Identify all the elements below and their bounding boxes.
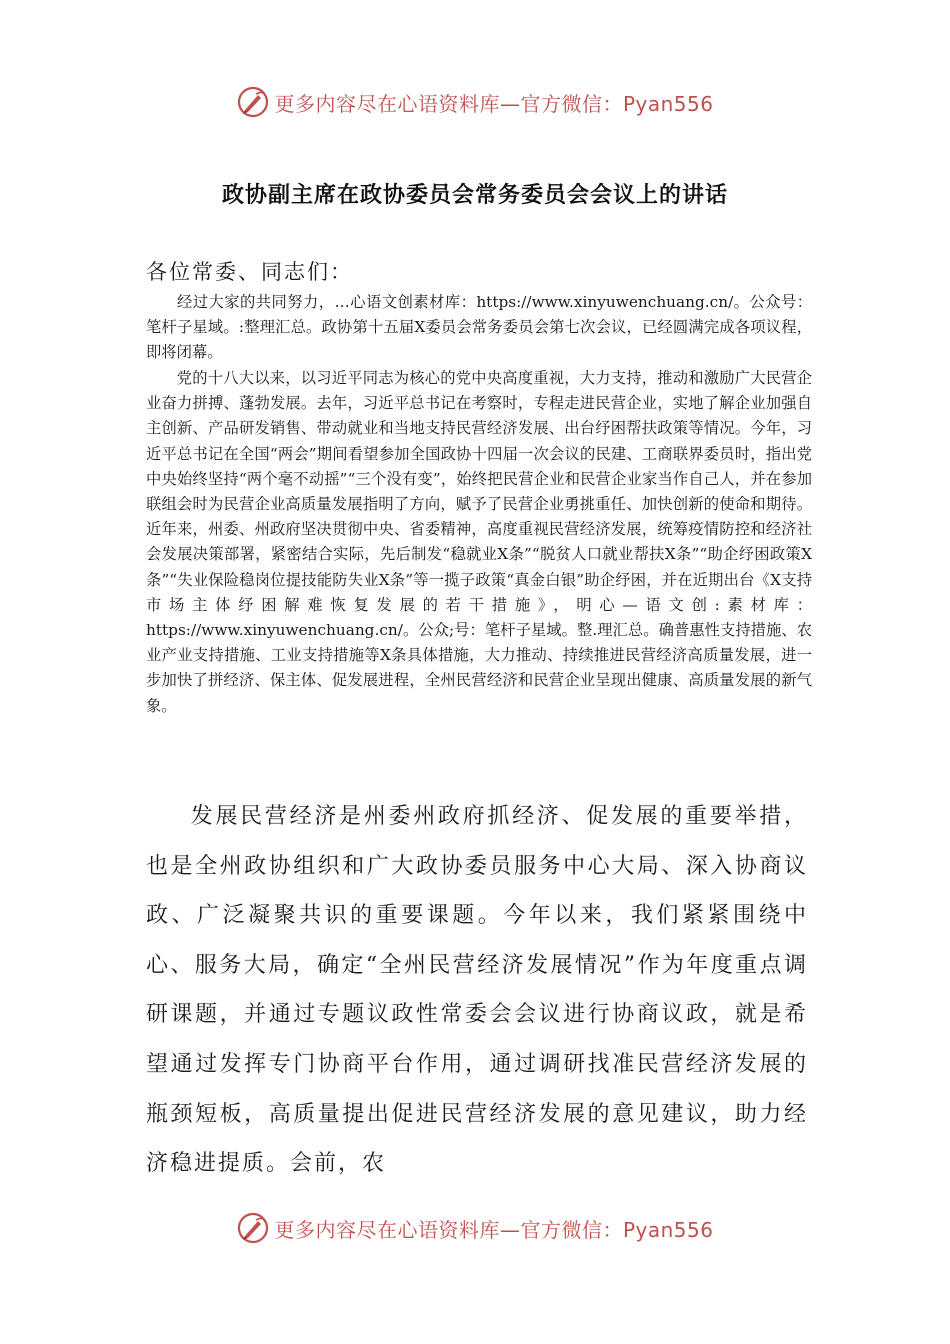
- header-banner: [0, 82, 950, 122]
- paragraph-1-text: 经过大家的共同努力，…心语文创素材库：https://www.xinyuwenchuang.cn/。公众号：笔杆子星域。:整理汇总。政协第十五届X委员会常务委员会第七次会议，已经圆满完成各项议程，即将闭幕。: [146, 293, 812, 362]
- pen-logo-icon: [236, 85, 270, 119]
- page-title: 政协副主席在政协委员会常务委员会会议上的讲话: [221, 182, 728, 208]
- footer-banner-text: 更多内容尽在心语资料库—官方微信：Pyan556: [274, 1217, 714, 1242]
- paragraph-1: [146, 290, 812, 366]
- paragraph-3-text: 发展民营经济是州委州政府抓经济、促发展的重要举措，也是全州政协组织和广大政协委员服务中心大局、深入协商议政、广泛凝聚共识的重要课题。今年以来，我们紧紧围绕中心、服务大局，确定“全州民营经济发展情况”作为年度重点调研课题，并通过专题议政性常委会会议进行协商议政，就是希望通过发挥专门协商平台作用，通过调研找准民营经济发展的瓶颈短板，高质量提出促进民营经济发展的意见建议，助力经济稳进提质。会前，农: [146, 804, 808, 1177]
- footer-banner: [0, 1208, 950, 1248]
- paragraph-2: [146, 366, 812, 719]
- paragraph-3: [146, 792, 808, 1189]
- pen-logo-icon: [236, 1211, 270, 1245]
- salutation: 各位常委、同志们：: [146, 260, 353, 284]
- header-banner-text: 更多内容尽在心语资料库—官方微信：Pyan556: [274, 91, 714, 116]
- paragraph-2-text: 党的十八大以来，以习近平同志为核心的党中央高度重视，大力支持，推动和激励广大民营企业奋力拼搏、蓬勃发展。去年，习近平总书记在考察时，专程走进民营企业，实地了解企业加强自主创新、产品研发销售、带动就业和当地支持民营经济发展、出台纾困帮扶政策等情况。今年，习近平总书记在全国“两会”期间看望参加全国政协十四届一次会议的民建、工商联界委员时，指出党中央始终坚持“两个毫不动摇”“三个没有变”，始终把民营企业和民营企业家当作自己人，并在参加联组会时为民营企业高质量发展指明了方向，赋予了民营企业勇挑重任、加快创新的使命和期待。近年来，州委、州政府坚决贯彻中央、省委精神，高度重视民营经济发展，统筹疫情防控和经济社会发展决策部署，紧密结合实际，先后制发“稳就业X条”“脱贫人口就业帮扶X条”“助企纾困政策X条”“失业保险稳岗位提技能防失业X条”等一揽子政策“真金白银”助企纾困，并在近期出台《X支持市场主体纾困解难恢复发展的若干措施》，明心—语文创:素材库：https://www.xinyuwenchuang.cn/。公众;号：笔杆子星域。整.理汇总。确普惠性支持措施、农业产业支持措施、工业支持措施等X条具体措施，大力推动、持续推进民营经济高质量发展，进一步加快了拼经济、保主体、促发展进程，全州民营经济和民营企业呈现出健康、高质量发展的新气象。: [146, 369, 812, 715]
